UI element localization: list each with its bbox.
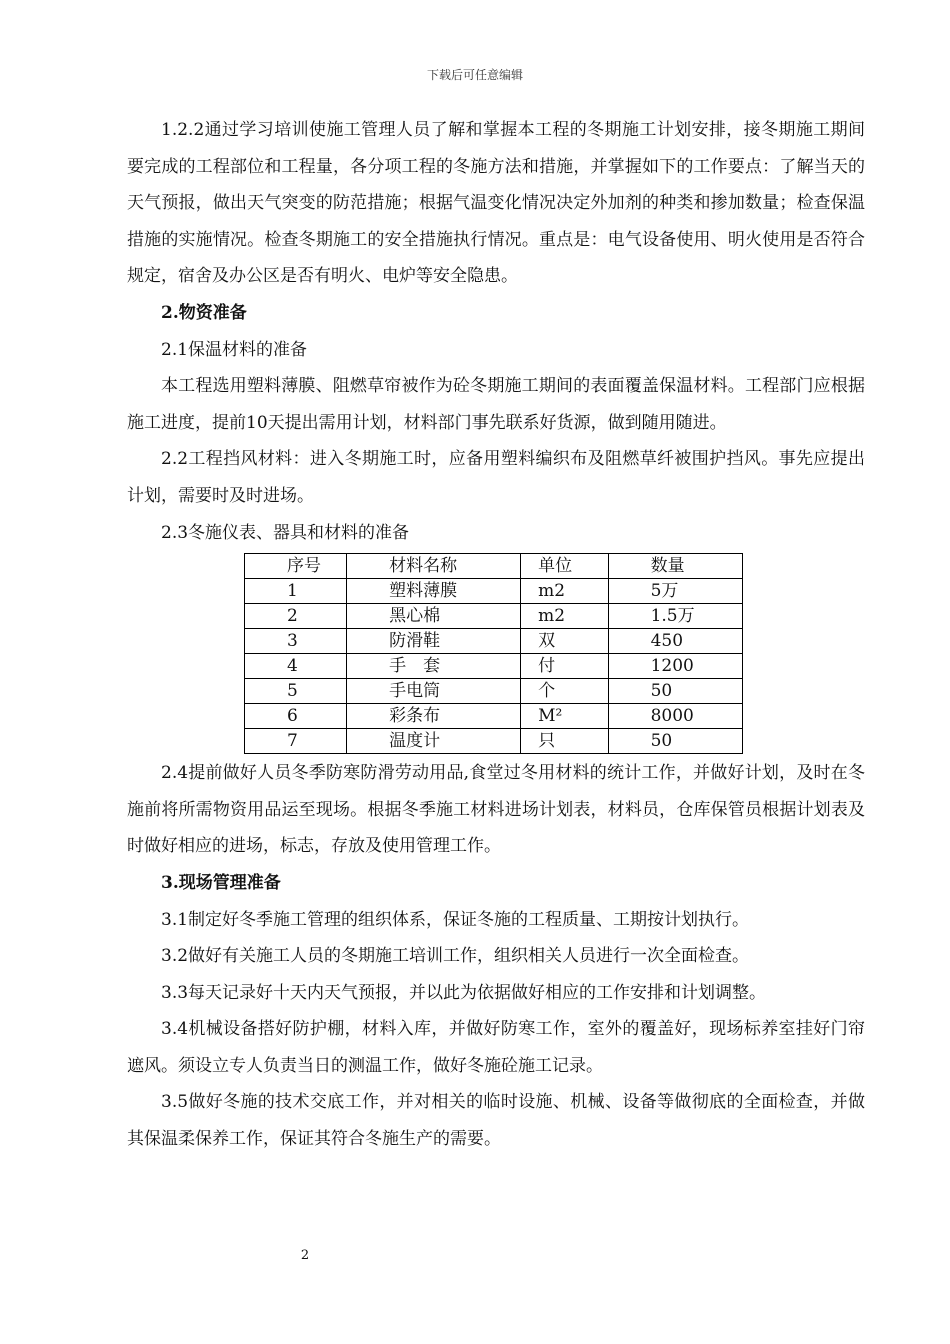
table-cell: 4 — [245, 654, 347, 679]
table-cell: m2 — [521, 604, 609, 629]
paragraph-3-3: 3.3每天记录好十天内天气预报，并以此为依据做好相应的工作安排和计划调整。 — [161, 982, 767, 1003]
table-cell: 防滑鞋 — [347, 629, 521, 654]
table-cell: 1200 — [608, 654, 742, 679]
table-cell: 1.5万 — [608, 604, 742, 629]
table-cell: m2 — [521, 579, 609, 604]
table-cell: 手 套 — [347, 654, 521, 679]
table-header-cell: 单位 — [521, 554, 609, 579]
table-cell: 450 — [608, 629, 742, 654]
table-cell: 5 — [245, 679, 347, 704]
table-cell: 双 — [521, 629, 609, 654]
table-cell: 温度计 — [347, 729, 521, 754]
materials-table — [244, 553, 743, 754]
paragraph-2-2: 2.2工程挡风材料：进入冬期施工时，应备用塑料编织布及阻燃草纤被围护挡风。事先应提出计划，需要时及时进场。 — [127, 449, 865, 506]
table-row — [245, 629, 743, 654]
paragraph-3-2: 3.2做好有关施工人员的冬期施工培训工作，组织相关人员进行一次全面检查。 — [161, 946, 750, 967]
table-cell: 2 — [245, 604, 347, 629]
paragraph-2-1-body: 本工程选用塑料薄膜、阻燃草帘被作为砼冬期施工期间的表面覆盖保温材料。工程部门应根据施工进度，提前10天提出需用计划，材料部门事先联系好货源，做到随用随进。 — [127, 376, 865, 433]
table-row — [245, 704, 743, 729]
table-cell: 只 — [521, 729, 609, 754]
section-heading-3: 3.现场管理准备 — [161, 872, 281, 893]
table-cell: 5万 — [608, 579, 742, 604]
table-cell: 1 — [245, 579, 347, 604]
table-row — [245, 654, 743, 679]
table-cell: 个 — [521, 679, 609, 704]
paragraph-3-1: 3.1制定好冬季施工管理的组织体系，保证冬施的工程质量、工期按计划执行。 — [161, 909, 750, 930]
table-header-cell: 序号 — [245, 554, 347, 579]
page-header: 下载后可任意编辑 — [426, 68, 523, 82]
document-body — [127, 112, 865, 1158]
table-row — [245, 679, 743, 704]
table-cell: 8000 — [608, 704, 742, 729]
table-cell: 手电筒 — [347, 679, 521, 704]
subsection-2-3-title: 2.3冬施仪表、器具和材料的准备 — [161, 522, 410, 543]
section-heading-2: 2.物资准备 — [161, 302, 247, 323]
table-header-cell: 数量 — [608, 554, 742, 579]
paragraph-2-4: 2.4提前做好人员冬季防寒防滑劳动用品,食堂过冬用材料的统计工作，并做好计划，及时在冬施前将所需物资用品运至现场。根据冬季施工材料进场计划表，材料员，仓库保管员根据计划表及时做好相应的进场，标志，存放及使用管理工作。 — [127, 763, 865, 857]
table-header-row — [245, 554, 743, 579]
table-row — [245, 729, 743, 754]
table-cell: 7 — [245, 729, 347, 754]
table-cell: M² — [521, 704, 609, 729]
table-row — [245, 604, 743, 629]
table-cell: 彩条布 — [347, 704, 521, 729]
paragraph-1-2-2: 1.2.2通过学习培训使施工管理人员了解和掌握本工程的冬期施工计划安排，接冬期施工期间要完成的工程部位和工程量，各分项工程的冬施方法和措施，并掌握如下的工作要点：了解当天的天气预报，做出天气突变的防范措施；根据气温变化情况决定外加剂的种类和掺加数量；检查保温措施的实施情况。检查冬期施工的安全措施执行情况。重点是：电气设备使用、明火使用是否符合规定，宿舍及办公区是否有明火、电炉等安全隐患。 — [127, 120, 865, 287]
table-cell: 3 — [245, 629, 347, 654]
table-cell: 50 — [608, 679, 742, 704]
table-cell: 塑料薄膜 — [347, 579, 521, 604]
page-number: 2 — [300, 1248, 310, 1263]
table-cell: 50 — [608, 729, 742, 754]
table-cell: 黑心棉 — [347, 604, 521, 629]
table-header-cell: 材料名称 — [347, 554, 521, 579]
subsection-2-1-title: 2.1保温材料的准备 — [161, 339, 308, 360]
table-cell: 付 — [521, 654, 609, 679]
table-row — [245, 579, 743, 604]
table-cell: 6 — [245, 704, 347, 729]
paragraph-3-4: 3.4机械设备搭好防护棚，材料入库，并做好防寒工作，室外的覆盖好，现场标养室挂好门帘遮风。须设立专人负责当日的测温工作，做好冬施砼施工记录。 — [127, 1019, 865, 1076]
paragraph-3-5: 3.5做好冬施的技术交底工作，并对相关的临时设施、机械、设备等做彻底的全面检查，并做其保温柔保养工作，保证其符合冬施生产的需要。 — [127, 1092, 865, 1150]
